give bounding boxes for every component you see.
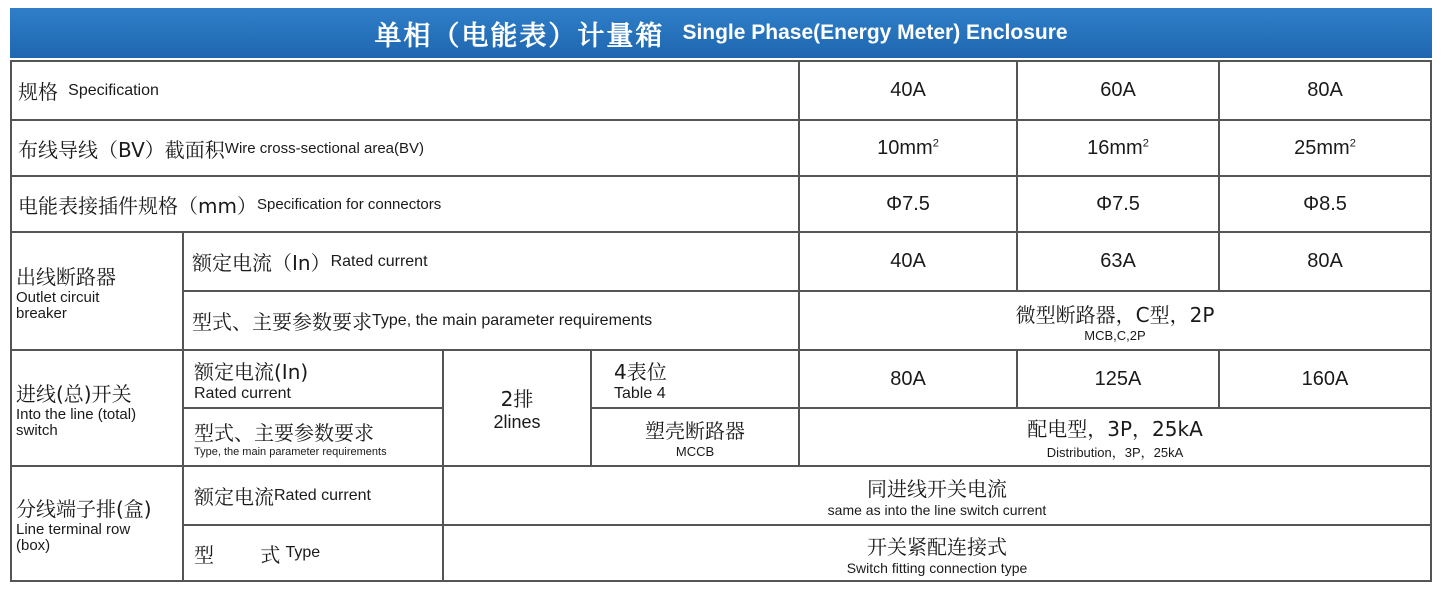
wire-value-2: $16mm^2$ (1087, 136, 1149, 159)
outlet-rated-value-1: 40A (890, 250, 926, 272)
inlet-rated-value-1: 80A (890, 367, 926, 390)
spec-value-1: 40A (890, 79, 926, 101)
connector-value-1: Φ7.5 (886, 192, 930, 215)
wire-value-3: $25mm^2$ (1294, 136, 1356, 159)
connector-value-2: Φ7.5 (1096, 192, 1140, 215)
inlet-rated-label: 额定电流(In) Rated current (194, 359, 309, 402)
outlet-group-label: 出线断路器 Outlet circuit breaker (16, 264, 116, 322)
inlet-lines-cell: 2排 2lines (493, 387, 541, 432)
outlet-type-value: 微型断路器，C型，2P MCB,C,2P (1015, 302, 1215, 343)
title-english: Single Phase(Energy Meter) Enclosure (682, 21, 1068, 44)
terminal-rated-label: 额定电流 Rated current (194, 485, 371, 509)
wire-value-1: $10mm^2$ (877, 136, 939, 159)
outlet-type-label: 型式、主要参数要求 Type, the main parameter requirements (192, 310, 653, 334)
connector-value-3: Φ8.5 (1303, 192, 1347, 215)
inlet-rated-value-2: 125A (1094, 367, 1142, 390)
inlet-group-label: 进线(总)开关 Into the line (total) switch (16, 381, 137, 439)
outlet-rated-value-3: 80A (1307, 250, 1343, 272)
outlet-rated-label: 额定电流（In） Rated current (192, 251, 428, 275)
inlet-mccb-cell: 塑壳断路器 MCCB (645, 419, 745, 459)
terminal-type-label: 型 式 Type (194, 542, 321, 567)
inlet-table-cell: 4表位 Table 4 (614, 359, 667, 402)
terminal-rated-value: 同进线开关电流 same as into the line switch current (827, 477, 1047, 518)
table-title-bar (10, 8, 1432, 58)
terminal-group-label: 分线端子排(盒) Line terminal row (box) (16, 497, 152, 554)
inlet-type-label: 型式、主要参数要求 Type, the main parameter requirements (194, 420, 387, 458)
spec-value-2: 60A (1100, 79, 1136, 101)
terminal-type-value: 开关紧配连接式 Switch fitting connection type (846, 534, 1028, 576)
title-chinese: 单相（电能表）计量箱 (374, 20, 665, 52)
inlet-type-value: 配电型，3P，25kA Distribution，3P，25kA (1027, 417, 1203, 460)
connector-label: 电能表接插件规格（mm） Specification for connectors (18, 193, 442, 218)
spec-value-3: 80A (1307, 79, 1343, 101)
outlet-rated-value-2: 63A (1100, 250, 1136, 272)
spec-label: 规格 Specification (18, 80, 159, 104)
inlet-rated-value-3: 160A (1301, 367, 1349, 390)
wire-label: 布线导线（BV）截面积 Wire cross-sectional area(BV) (18, 137, 425, 162)
